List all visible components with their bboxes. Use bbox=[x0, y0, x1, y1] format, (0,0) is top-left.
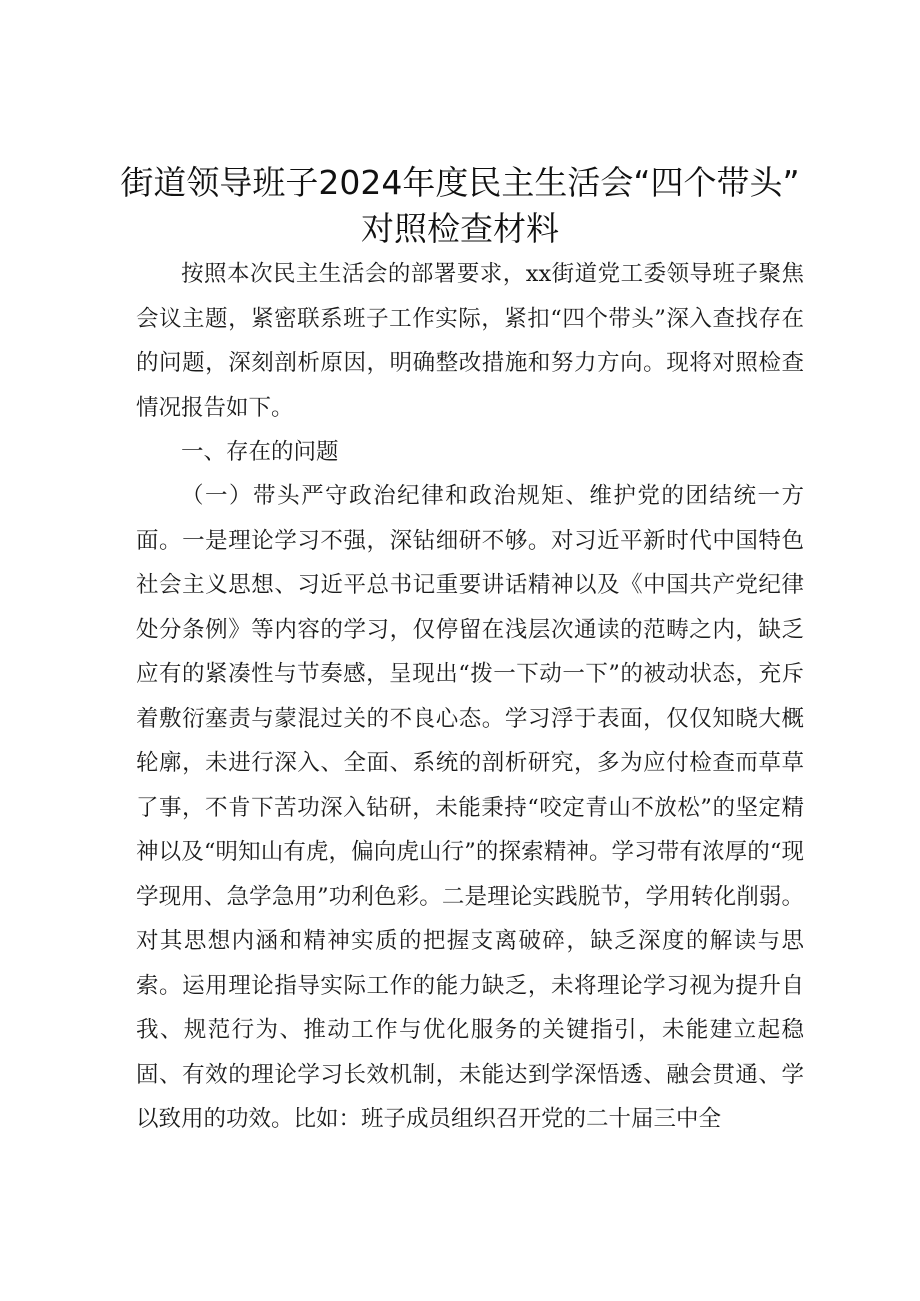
document-title-line-2: 对照检查材料 bbox=[361, 209, 559, 248]
intro-paragraph: 按照本次民主生活会的部署要求，xx街道党工委领导班子聚焦会议主题，紧密联系班子工作实际，紧扣“四个带头”深入查找存在的问题，深刻剖析原因，明确整改措施和努力方向。现将对照检查情况报告如下。 bbox=[136, 261, 804, 421]
section-paragraph-political-discipline: （一）带头严守政治纪律和政治规矩、维护党的团结统一方面。一是理论学习不强，深钻细研不够。对习近平新时代中国特色社会主义思想、习近平总书记重要讲话精神以及《中国共产党纪律处分条例》等内容的学习，仅停留在浅层次通读的范畴之内，缺乏应有的紧凑性与节奏感，呈现出“拨一下动一下”的被动状态，充斥着敷衍塞责与蒙混过关的不良心态。学习浮于表面，仅仅知晓大概轮廓，未进行深入、全面、系统的剖析研究，多为应付检查而草草了事，不肯下苦功深入钻研，未能秉持“咬定青山不放松”的坚定精神以及“明知山有虎，偏向虎山行”的探索精神。学习带有浓厚的“现学现用、急学急用”功利色彩。二是理论实践脱节，学用转化削弱。对其思想内涵和精神实质的把握支离破碎，缺乏深度的解读与思索。运用理论指导实际工作的能力缺乏，未将理论学习视为提升自我、规范行为、推动工作与优化服务的关键指引，未能建立起稳固、有效的理论学习长效机制，未能达到学深悟透、融会贯通、学以致用的功效。比如：班子成员组织召开党的二十届三中全 bbox=[136, 483, 804, 1132]
document-title-line-1: 街道领导班子2024年度民主生活会“四个带头” bbox=[120, 163, 800, 202]
section-heading-problems: 一、存在的问题 bbox=[181, 439, 339, 465]
